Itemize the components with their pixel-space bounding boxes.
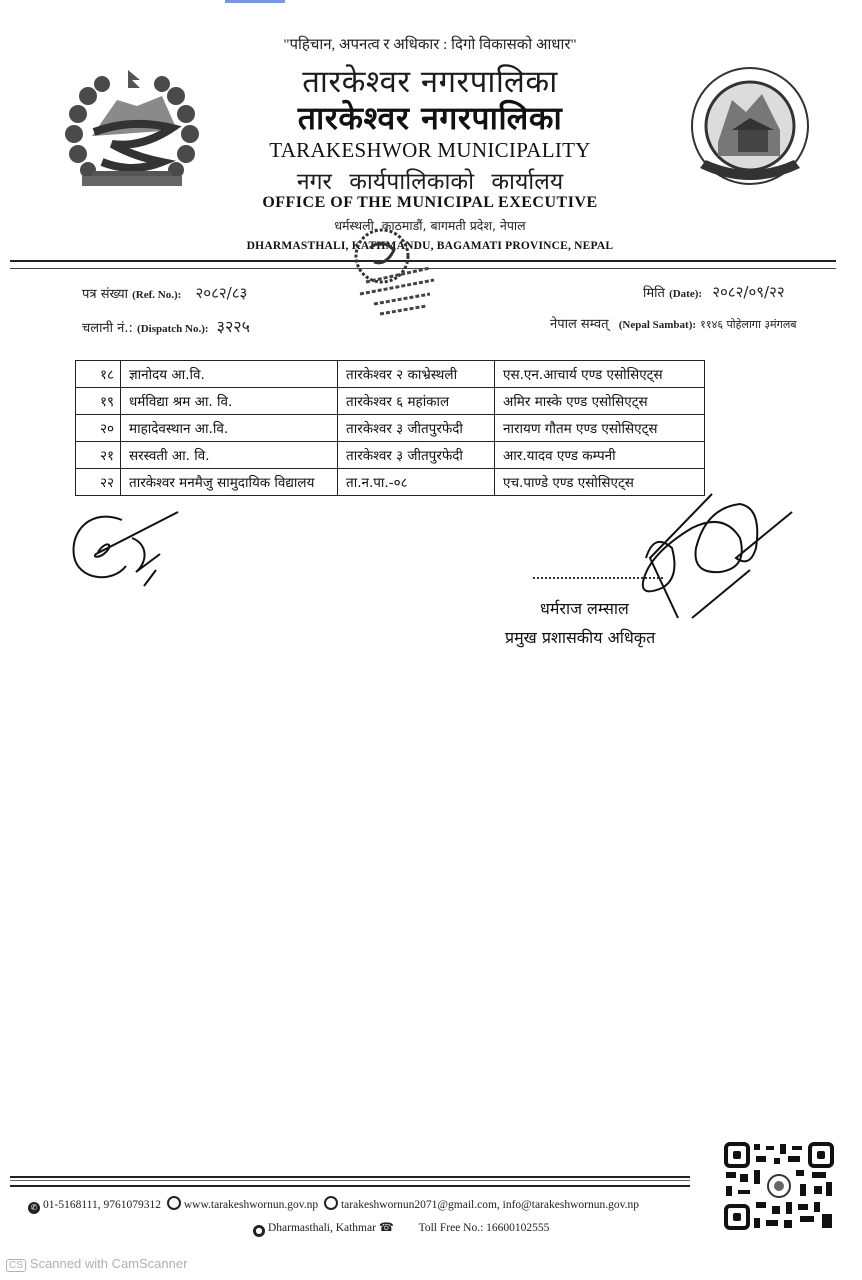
footer-email[interactable]: tarakeshwornun2071@gmail.com, info@tarakeshwornun.gov.np — [340, 1199, 639, 1211]
table-row — [76, 442, 705, 469]
camscanner-text: Scanned with CamScanner — [29, 1256, 188, 1271]
row-number: १९ — [76, 388, 121, 415]
dispatch-label-en: (Dispatch No.): — [137, 323, 209, 335]
nepal-emblem-icon — [62, 66, 202, 198]
school-address: तारकेश्वर ६ महांकाल — [338, 388, 495, 415]
audit-firm: नारायण गौतम एण्ड एसोसिएट्स — [495, 415, 705, 442]
signature-line — [533, 577, 663, 579]
address-en: DHARMASTHALI, KATHMANDU, BAGAMATI PROVINCE, NEPAL — [246, 240, 614, 252]
municipality-name-np: तारकेश्वर नगरपालिका — [302, 64, 558, 100]
row-number: २० — [76, 415, 121, 442]
telephone-icon: ☎ — [378, 1220, 394, 1234]
scan-edge-mark — [225, 0, 285, 3]
signer-title: प्रमुख प्रशासकीय अधिकृत — [505, 628, 656, 647]
school-address: तारकेश्वर २ काभ्रेस्थली — [338, 361, 495, 388]
date-label-np: मिति — [643, 286, 665, 301]
footer-location — [253, 1220, 549, 1237]
address-np: धर्मस्थली, काठमाडौं, बागमती प्रदेश, नेपाल — [334, 218, 526, 233]
row-number: २२ — [76, 469, 121, 496]
motto: "पहिचान, अपनत्व र अधिकार : दिगो विकासको आधार" — [283, 37, 577, 53]
footer-location-text: Dharmasthali, Kathmar — [268, 1222, 376, 1234]
footer-tollfree: Toll Free No.: 16600102555 — [418, 1222, 550, 1234]
sambat-value: ११४६ पोहेलागा ३मंगलब — [700, 318, 797, 331]
table-row — [76, 388, 705, 415]
date-value: २०८२/०९/२२ — [712, 283, 785, 301]
phone-icon: ✆ — [28, 1202, 40, 1214]
dispatch-no — [82, 315, 250, 337]
camscanner-watermark — [6, 1256, 187, 1272]
sambat-label-np: नेपाल सम्वत् — [550, 317, 609, 332]
qr-code-icon — [722, 1140, 836, 1232]
email-icon — [324, 1196, 338, 1210]
municipality-name-en: TARAKESHWOR MUNICIPALITY — [269, 138, 591, 162]
school-address: तारकेश्वर ३ जीतपुरफेदी — [338, 415, 495, 442]
sambat-label-en: (Nepal Sambat): — [618, 319, 697, 331]
initials-signature-icon — [62, 500, 192, 595]
location-pin-icon: ● — [253, 1225, 265, 1237]
row-number: २१ — [76, 442, 121, 469]
audit-firm: आर.यादव एण्ड कम्पनी — [495, 442, 705, 469]
school-name: ज्ञानोदय आ.वि. — [121, 361, 338, 388]
schools-table — [75, 360, 705, 496]
school-name: धर्मविद्या श्रम आ. वि. — [121, 388, 338, 415]
globe-icon — [167, 1196, 181, 1210]
school-name: तारकेश्वर मनमैजु सामुदायिक विद्यालय — [121, 469, 338, 496]
school-address: तारकेश्वर ३ जीतपुरफेदी — [338, 442, 495, 469]
audit-firm: एस.एन.आचार्य एण्ड एसोसिएट्स — [495, 361, 705, 388]
municipality-name-np-stylized: तारकेश्वर नगरपालिका — [297, 99, 563, 137]
footer-divider — [10, 1176, 690, 1187]
table-row — [76, 415, 705, 442]
ref-value: २०८२/८३ — [195, 284, 248, 302]
office-name-np: नगर कार्यपालिकाको कार्यालय — [296, 169, 564, 195]
school-name: माहादेवस्थान आ.वि. — [121, 415, 338, 442]
table-row — [76, 469, 705, 496]
camscanner-logo-icon: CS — [6, 1259, 26, 1272]
date-label-en: (Date): — [669, 288, 703, 300]
school-name: सरस्वती आ. वि. — [121, 442, 338, 469]
office-stamp-icon — [330, 222, 460, 332]
footer-contacts — [28, 1196, 639, 1214]
audit-firm: एच.पाण्डे एण्ड एसोसिएट्स — [495, 469, 705, 496]
footer-phone: 01-5168111, 9761079312 — [43, 1199, 161, 1211]
ref-label-np: पत्र संख्या — [82, 287, 128, 302]
date — [643, 282, 785, 302]
municipality-logo-icon — [682, 60, 818, 196]
school-address: ता.न.पा.-०८ — [338, 469, 495, 496]
signer-name: धर्मराज लम्साल — [540, 599, 629, 618]
officer-signature-icon — [632, 488, 802, 628]
office-name-en: OFFICE OF THE MUNICIPAL EXECUTIVE — [262, 194, 598, 211]
ref-label-en: (Ref. No.): — [132, 289, 182, 301]
row-number: १८ — [76, 361, 121, 388]
ref-no — [82, 283, 247, 303]
audit-firm: अमिर मास्के एण्ड एसोसिएट्स — [495, 388, 705, 415]
footer-website[interactable]: www.tarakeshwornun.gov.np — [183, 1199, 319, 1211]
dispatch-value: ३२२५ — [216, 317, 250, 336]
table-row — [76, 361, 705, 388]
nepal-sambat — [550, 314, 797, 332]
dispatch-label-np: चलानी नं.: — [82, 321, 133, 336]
